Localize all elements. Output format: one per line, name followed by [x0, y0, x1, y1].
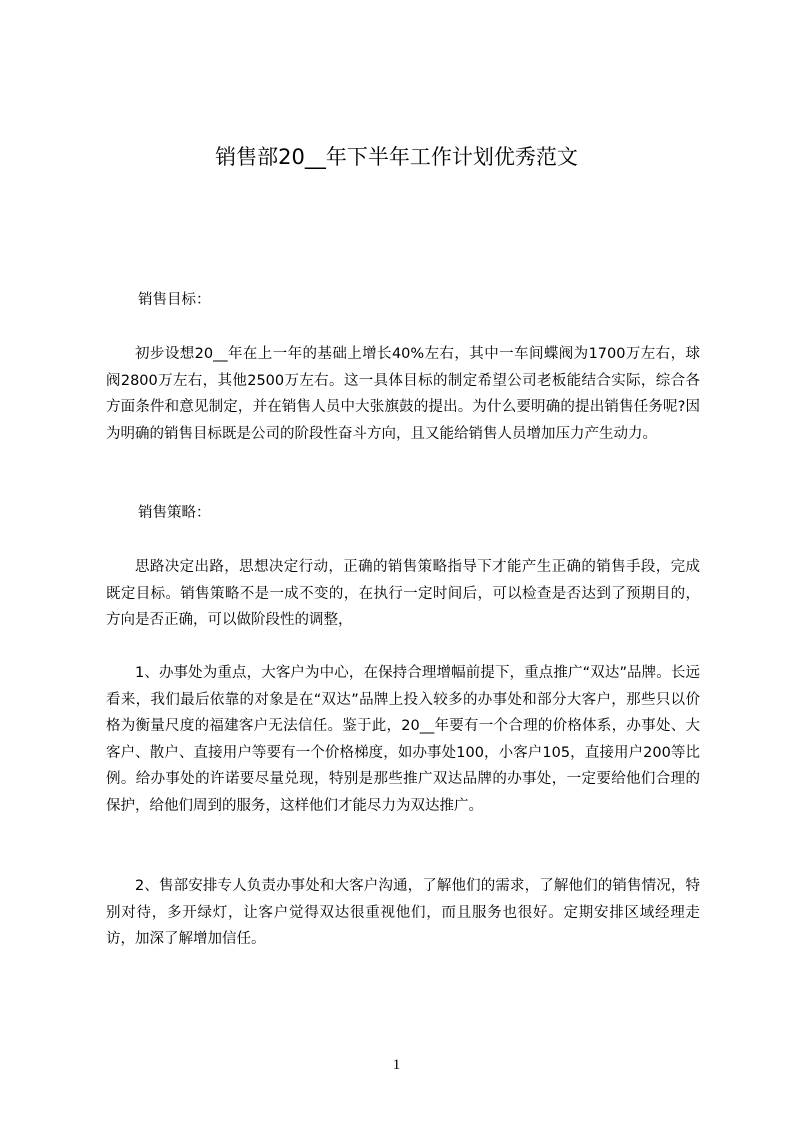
- sales-target-heading: 销售目标：: [138, 292, 211, 308]
- sales-target-paragraph: 初步设想20__年在上一年的基础上增长40%左右，其中一车间蝶阀为1700万左右，球阀2800万左右，其他2500万左右。这一具体目标的制定希望公司老板能结合实际，综合各方面条件和意见制定，并在销售人员中大张旗鼓的提出。为什么要明确的提出销售任务呢?因为明确的销售目标既是公司的阶段性奋斗方向，且又能给销售人员增加压力产生动力。: [106, 346, 700, 442]
- sales-strategy-heading: 销售策略：: [138, 505, 211, 521]
- page-number: 1: [392, 1057, 401, 1073]
- document-title: 销售部20__年下半年工作计划优秀范文: [215, 145, 578, 169]
- strategy-item-2-paragraph: 2、售部安排专人负责办事处和大客户沟通，了解他们的需求，了解他们的销售情况，特别对待，多开绿灯，让客户觉得双达很重视他们，而且服务也很好。定期安排区域经理走访，加深了解增加信任。: [106, 878, 700, 947]
- sales-strategy-paragraph: 思路决定出路，思想决定行动，正确的销售策略指导下才能产生正确的销售手段，完成既定目标。销售策略不是一成不变的，在执行一定时间后，可以检查是否达到了预期目的，方向是否正确，可以做阶段性的调整，: [106, 559, 700, 628]
- strategy-item-1-paragraph: 1、办事处为重点，大客户为中心，在保持合理增幅前提下，重点推广“双达”品牌。长远看来，我们最后依靠的对象是在“双达”品牌上投入较多的办事处和部分大客户，那些只以价格为衡量尺度的福建客户无法信任。鉴于此，20__年要有一个合理的价格体系，办事处、大客户、散户、直接用户等要有一个价格梯度，如办事处100，小客户105，直接用户200等比例。给办事处的许诺要尽量兑现，特别是那些推广双达品牌的办事处，一定要给他们合理的保护，给他们周到的服务，这样他们才能尽力为双达推广。: [106, 665, 700, 814]
